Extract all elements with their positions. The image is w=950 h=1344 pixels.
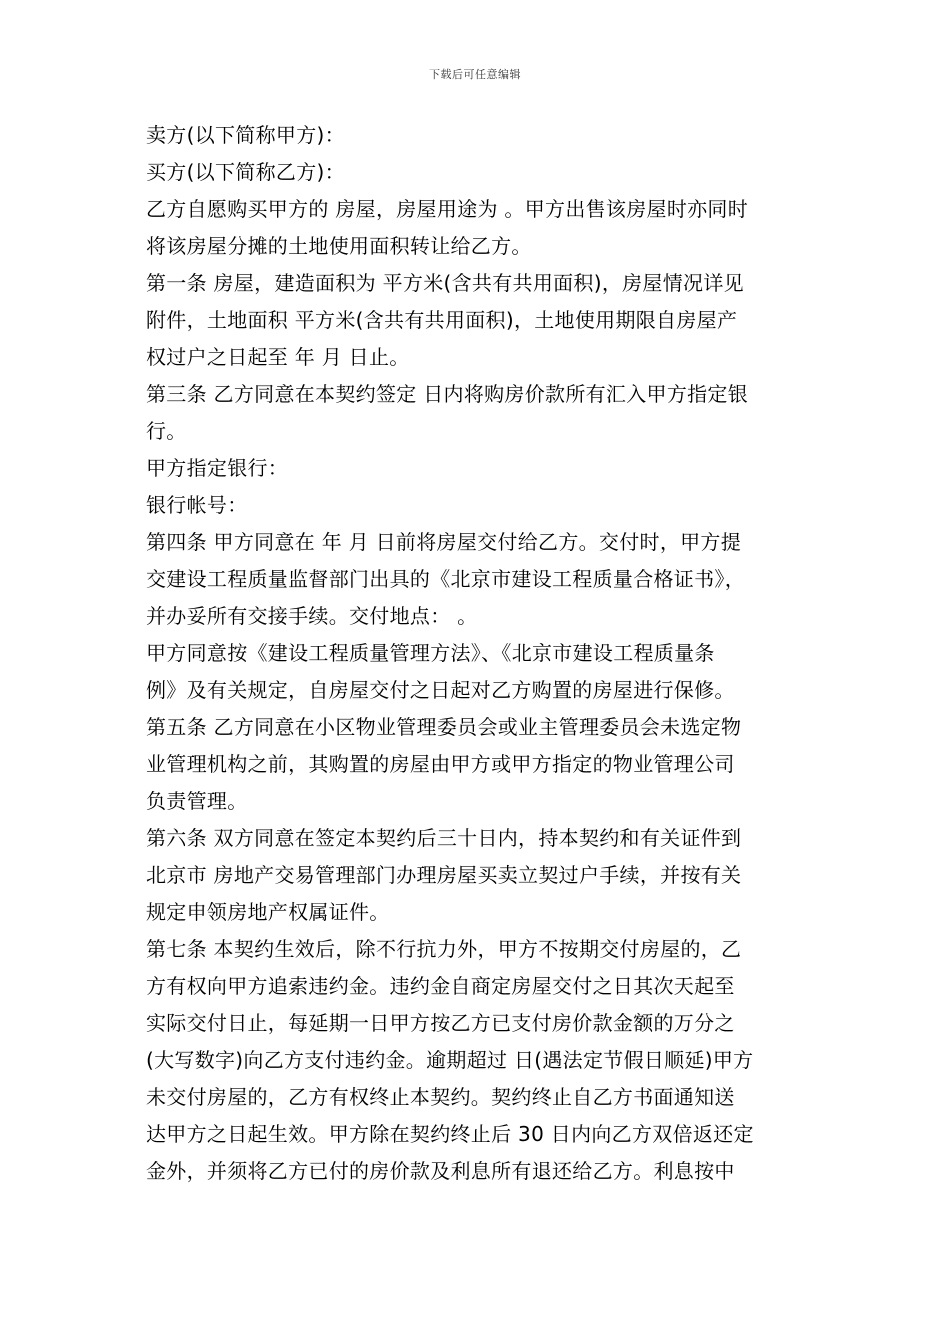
text-line: 交建设工程质量监督部门出具的《北京市建设工程质量合格证书》， — [146, 567, 745, 591]
text-line: 北京市 房地产交易管理部门办理房屋买卖立契过户手续，并按有关 — [146, 863, 742, 887]
text-line: 规定申领房地产权属证件。 — [146, 900, 390, 924]
text-line: 权过户之日起至 年 月 日止。 — [146, 345, 410, 369]
text-line: 附件，土地面积 平方米(含共有共用面积)，土地使用期限自房屋产 — [146, 308, 738, 332]
text-line: 行。 — [146, 419, 187, 443]
contract-body — [146, 117, 810, 1190]
text-line: 并办妥所有交接手续。交付地点： 。 — [146, 604, 478, 628]
text-line: 第三条 乙方同意在本契约签定 日内将购房价款所有汇入甲方指定银 — [146, 382, 749, 406]
text-line: 第四条 甲方同意在 年 月 日前将房屋交付给乙方。交付时，甲方提 — [146, 530, 742, 554]
text-line: 第七条 本契约生效后，除不行抗力外，甲方不按期交付房屋的，乙 — [146, 937, 742, 961]
text-line: 将该房屋分摊的土地使用面积转让给乙方。 — [146, 234, 532, 258]
text-line: 第六条 双方同意在签定本契约后三十日内，持本契约和有关证件到 — [146, 826, 742, 850]
text-line: 买方(以下简称乙方)： — [146, 160, 345, 184]
page-header-note: 下载后可任意编辑 — [429, 68, 521, 81]
text-line: 乙方自愿购买甲方的 房屋，房屋用途为 。甲方出售该房屋时亦同时 — [146, 197, 749, 221]
text-line: 负责管理。 — [146, 789, 248, 813]
text-line: 方有权向甲方追索违约金。违约金自商定房屋交付之日其次天起至 — [146, 974, 735, 998]
text-line: 达甲方之日起生效。甲方除在契约终止后 30 日内向乙方双倍返还定 — [146, 1122, 754, 1146]
text-line: 第五条 乙方同意在小区物业管理委员会或业主管理委员会未选定物 — [146, 715, 742, 739]
text-line: (大写数字)向乙方支付违约金。逾期超过 日(遇法定节假日顺延)甲方 — [146, 1048, 754, 1072]
text-line: 甲方同意按《建设工程质量管理方法》、《北京市建设工程质量条 — [146, 641, 715, 665]
text-line: 未交付房屋的，乙方有权终止本契约。契约终止自乙方书面通知送 — [146, 1085, 735, 1109]
text-line: 金外，并须将乙方已付的房价款及利息所有退还给乙方。利息按中 — [146, 1159, 735, 1183]
text-line: 银行帐号： — [146, 493, 248, 517]
text-line: 卖方(以下简称甲方)： — [146, 123, 345, 147]
text-line: 甲方指定银行： — [146, 456, 289, 480]
text-line: 业管理机构之前，其购置的房屋由甲方或甲方指定的物业管理公司 — [146, 752, 735, 776]
text-line: 例》及有关规定，自房屋交付之日起对乙方购置的房屋进行保修。 — [146, 678, 735, 702]
text-line: 实际交付日止，每延期一日甲方按乙方已支付房价款金额的万分之 — [146, 1011, 735, 1035]
text-line: 第一条 房屋，建造面积为 平方米(含共有共用面积)，房屋情况详见 — [146, 271, 744, 295]
